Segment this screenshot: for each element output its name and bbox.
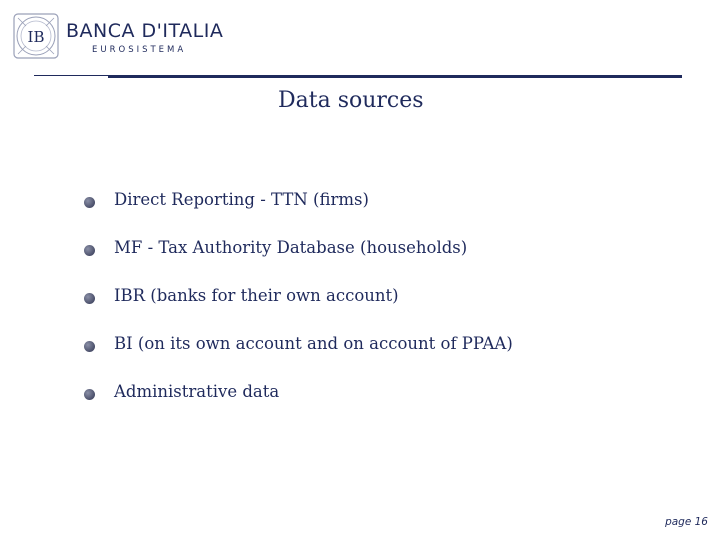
slide-title: Data sources <box>278 88 424 113</box>
bullet-dot-icon <box>84 389 95 400</box>
bullet-text: MF - Tax Authority Database (households) <box>114 238 468 257</box>
bullet-text: Administrative data <box>114 382 280 401</box>
header <box>12 12 252 64</box>
page-number: page 16 <box>665 516 708 528</box>
bullet-dot-icon <box>84 245 95 256</box>
banca-ditalia-logo-icon <box>12 12 60 60</box>
bullet-dot-icon <box>84 341 95 352</box>
bullet-text: Direct Reporting - TTN (firms) <box>114 190 369 209</box>
bank-subtitle: EUROSISTEMA <box>92 45 187 55</box>
bank-name: BANCA D'ITALIA <box>66 20 224 42</box>
header-rule-thick <box>108 75 682 78</box>
bullet-dot-icon <box>84 197 95 208</box>
svg-text:IB: IB <box>27 28 45 46</box>
header-rule-thin <box>34 75 108 76</box>
bullet-text: BI (on its own account and on account of PPAA) <box>114 334 513 353</box>
bullet-text: IBR (banks for their own account) <box>114 286 399 305</box>
bullet-dot-icon <box>84 293 95 304</box>
